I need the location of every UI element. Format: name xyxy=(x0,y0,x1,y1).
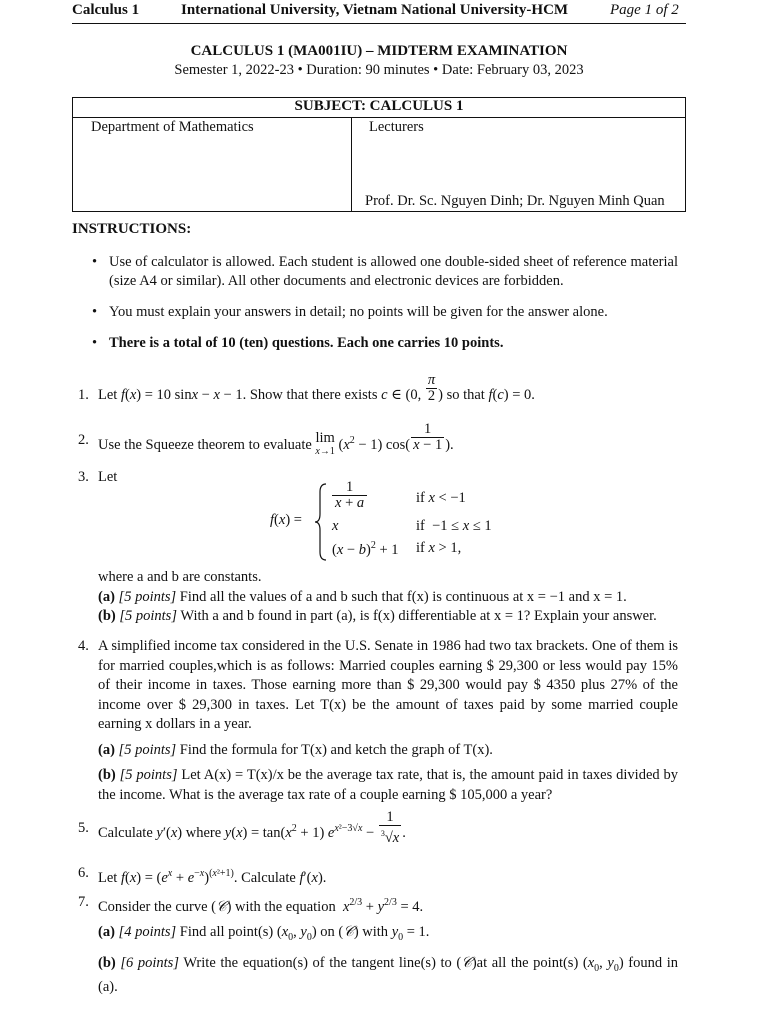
piece-2-expression: x xyxy=(332,518,339,534)
instruction-item xyxy=(92,334,678,353)
instruction-item xyxy=(92,253,678,291)
left-brace-icon xyxy=(314,482,328,562)
subject-title: SUBJECT: CALCULUS 1 xyxy=(294,98,464,114)
bullet-icon: • xyxy=(92,304,98,320)
limit-operator: lim x→1 xyxy=(315,430,335,457)
bullet-icon: • xyxy=(92,254,98,270)
lecturers-names: Prof. Dr. Sc. Nguyen Dinh; Dr. Nguyen Minh Quan xyxy=(365,193,665,209)
instruction-text: Use of calculator is allowed. Each student is allowed one double-sided sheet of reference material (size A4 or similar). All other documents and electronic devices are forbidden. xyxy=(109,254,678,289)
box-divider-horizontal xyxy=(73,117,685,118)
piece-3-condition: if x > 1, xyxy=(416,540,462,556)
exam-title: CALCULUS 1 (MA001IU) – MIDTERM EXAMINATION xyxy=(190,43,568,59)
question-body: Let f(x) = 10 sinx − x − 1. Show that there exists c ∈ (0, $\frac{\pi}{2}$ ) so that f(c) = 0. xyxy=(98,372,535,405)
question-7 xyxy=(78,893,678,998)
piece-2-condition: if −1 ≤ x ≤ 1 xyxy=(416,518,492,534)
box-divider-vertical xyxy=(351,117,352,212)
piece-1-condition: if x < −1 xyxy=(416,490,466,506)
question-number: 3. xyxy=(78,469,89,485)
question-3a: (a) [5 points] Find all the values of a and b such that f(x) is continuous at x = −1 and x = 1. xyxy=(98,588,627,605)
question-body: Consider the curve (𝒞) with the equation $x^{2/3} + y^{2/3} = 4$. xyxy=(98,897,424,915)
piece-3-expression: $(x - b)^2 + 1$ xyxy=(332,540,399,558)
question-lead: Let xyxy=(98,469,118,485)
instruction-item xyxy=(92,303,678,322)
lecturers-label: Lecturers xyxy=(369,119,424,135)
page-header xyxy=(72,2,686,22)
question-7b: (b) [6 points] Write the equation(s) of the tangent line(s) to (𝒞)at all the point(s) ($x_0$, $y_0$) found in (a). xyxy=(98,954,679,996)
question-body: Let $f(x) = (e^x + e^{-x})^{(x^2+1)}$. Calculate f′(x). xyxy=(98,868,327,886)
course-name: Calculus 1 xyxy=(72,2,140,18)
question-4 xyxy=(78,637,678,805)
university-name: International University, Vietnam National University-HCM xyxy=(181,2,569,18)
header-rule xyxy=(72,23,686,24)
question-1 xyxy=(78,372,678,406)
question-number: 7. xyxy=(78,894,89,910)
question-4a: (a) [5 points] Find the formula for T(x) and ketch the graph of T(x). xyxy=(98,741,493,758)
question-5 xyxy=(78,808,678,846)
page-number: Page 1 of 2 xyxy=(610,2,679,18)
question-7a: (a) [4 points] Find all point(s) ($x_0$, $y_0$) on (𝒞) with $y_0 = 1$. xyxy=(98,924,430,944)
department: Department of Mathematics xyxy=(91,119,254,135)
question-number: 1. xyxy=(78,387,89,403)
question-body: Calculate y′(x) where $y(x) = \tan(x^2 + 1) e^{x^2-3√x}$ − $\frac{1}{^3√x}$ . xyxy=(98,808,406,846)
bullet-icon: • xyxy=(92,335,98,351)
question-where: where a and b are constants. xyxy=(98,569,262,585)
piecewise-function: f(x) = 1 x + a if x < −1 x if −1 ≤ x ≤ 1 $(x - b)^2 + 1$ if x > 1, xyxy=(270,480,530,562)
question-body: Use the Squeeze theorem to evaluate lim x→1 $(x^2 - 1)$ cos( $\frac{1}{x - 1}$ ). xyxy=(98,421,454,457)
question-2 xyxy=(78,421,678,459)
question-body: A simplified income tax considered in the U.S. Senate in 1986 had two tax brackets. One of them is for married couples,which is as follows: Married couples earning $ 29,300 or less would pay 15% of their income in taxes. Those earning more than $ 29,300 would pay $ 4350 plus 27% of the income over $ 29,300 in taxes. Let T(x) be the amount of taxes paid by some married couple earning x dollars in a year. xyxy=(98,638,678,732)
question-4b: (b) [5 points] Let A(x) = T(x)/x be the average tax rate, that is, the amount paid in taxes divided by the income. What is the average tax rate of a couple earning $ 105,000 a year? xyxy=(98,767,679,803)
question-3b: (b) [5 points] With a and b found in part (a), is f(x) differentiable at x = 1? Explain your answer. xyxy=(98,608,657,624)
subject-box xyxy=(72,97,686,212)
instruction-text: There is a total of 10 (ten) questions. Each one carries 10 points. xyxy=(109,335,504,351)
question-number: 6. xyxy=(78,865,89,881)
instructions-heading: INSTRUCTIONS: xyxy=(72,221,192,237)
question-3-parts xyxy=(78,568,678,627)
question-number: 2. xyxy=(78,432,89,448)
piece-1-expression: 1 x + a xyxy=(332,480,367,511)
question-number: 5. xyxy=(78,820,89,836)
question-6 xyxy=(78,864,678,888)
exam-subtitle: Semester 1, 2022-23 • Duration: 90 minutes • Date: February 03, 2023 xyxy=(174,62,584,78)
instruction-text: You must explain your answers in detail; no points will be given for the answer alone. xyxy=(109,304,608,320)
question-number: 4. xyxy=(78,638,89,654)
